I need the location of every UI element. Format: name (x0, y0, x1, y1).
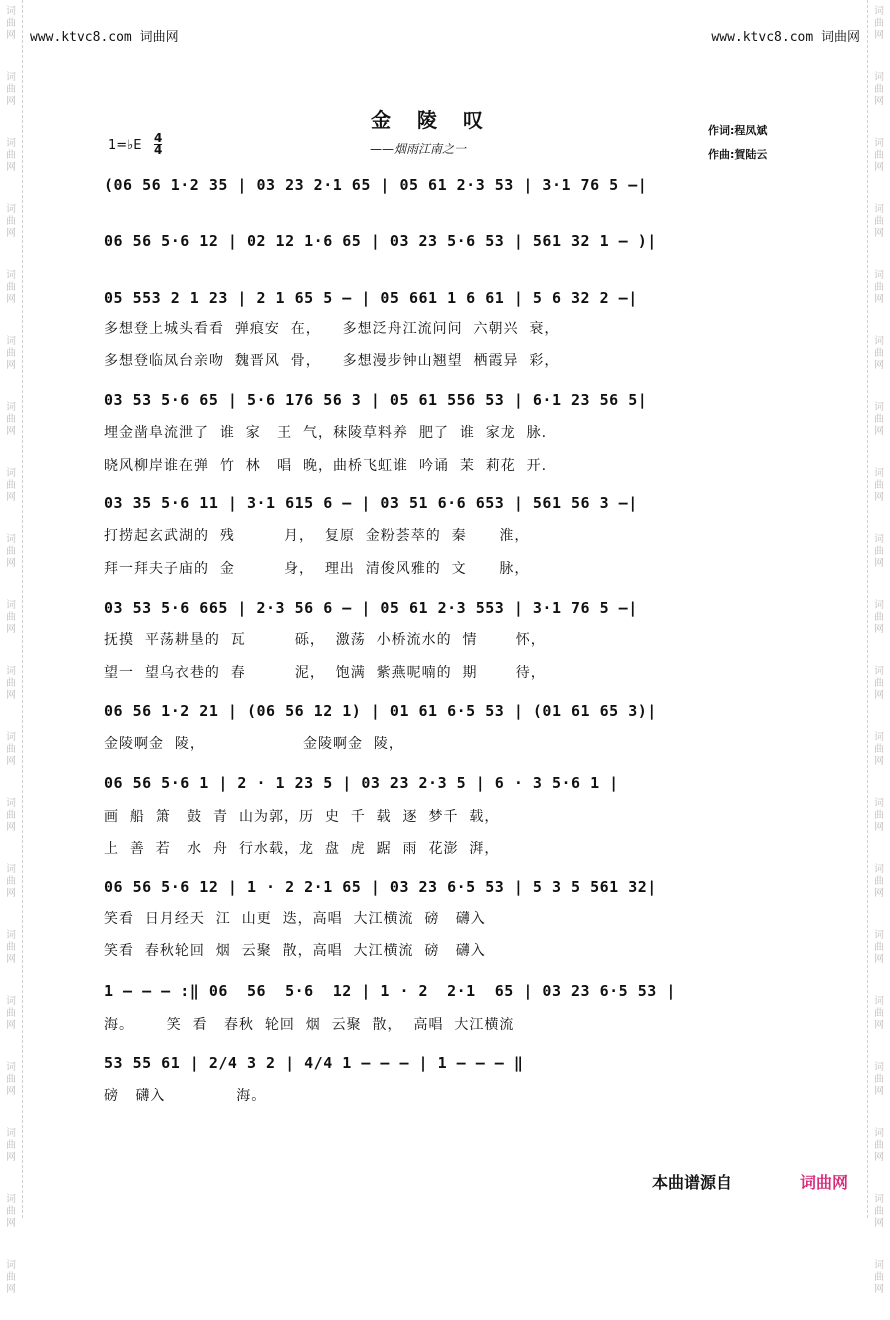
lyric-line-6b: 望一 望乌衣巷的 春 泥， 饱满 紫燕呢喃的 期 待， (104, 665, 546, 681)
lyric-line-4a: 埋金凿阜流泄了 谁 家 王 气，秣陵草料养 肥了 谁 家龙 脉. (104, 425, 548, 441)
footer-brand-link[interactable]: 词曲网 (800, 1173, 849, 1192)
staff-line-3: 05 553 2 1 23 | 2 1 65 5 — | 05 661 1 6 61 | 5 6 32 2 —| (104, 289, 638, 307)
lyric-line-3b: 多想登临凤台亲吻 魏晋风 骨， 多想漫步钟山翘望 栖霞异 彩， (104, 353, 560, 369)
lyric-line-9a: 笑看 日月经天 江 山更 迭，高唱 大江横流 磅 礴入 (104, 911, 486, 927)
time-signature-bottom: 4 (154, 143, 163, 157)
footer-source-label: 本曲谱源自 (652, 1173, 733, 1192)
lyric-line-8a: 画 船 箫 鼓 青 山为郭，历 史 千 载 逐 梦千 载， (104, 809, 500, 825)
staff-line-4: 03 53 5·6 65 | 5·6 176 56 3 | 05 61 556 53 | 6·1 23 56 5| (104, 391, 648, 409)
staff-line-7: 06 56 1·2 21 | (06 56 12 1) | 01 61 6·5 53 | (01 61 65 3)| (104, 702, 657, 720)
song-subtitle: ——烟雨江南之一 (370, 142, 467, 156)
staff-line-2: 06 56 5·6 12 | 02 12 1·6 65 | 03 23 5·6 53 | 561 32 1 — )| (104, 232, 657, 250)
staff-line-8: 06 56 5·6 1 | 2 · 1 23 5 | 03 23 2·3 5 | 6 · 3 5·6 1 | (104, 774, 619, 792)
lyric-line-4b: 晓风柳岸谁在弹 竹 林 唱 晚，曲桥飞虹谁 吟诵 茉 莉花 开. (104, 458, 548, 474)
staff-line-6: 03 53 5·6 665 | 2·3 56 6 — | 05 61 2·3 553 | 3·1 76 5 —| (104, 599, 638, 617)
song-title: 金陵叹 (371, 108, 509, 132)
composer-credit: 作曲:賀陆云 (708, 148, 768, 161)
staff-line-11: 53 55 61 | 2/4 3 2 | 4/4 1 — — — | 1 — — — ‖ (104, 1054, 524, 1072)
staff-line-9: 06 56 5·6 12 | 1 · 2 2·1 65 | 03 23 6·5 53 | 5 3 5 561 32| (104, 878, 657, 896)
left-watermark-strip: 词 曲 网 词 曲 网 词 曲 网 词 曲 网 词 曲 网 词 曲 网 词 曲 网 词 曲 网 词 曲 网 词 曲 网 词 曲 网 词 曲 网 词 曲 网 词 曲 网 词 曲 网 词 曲 网 词 曲 网 词 曲 网 词 曲 网 词 曲 网 (0, 0, 23, 1218)
lyric-line-6a: 抚摸 平荡耕垦的 瓦 砾， 激荡 小桥流水的 情 怀， (104, 632, 546, 648)
lyric-line-5a: 打捞起玄武湖的 残 月， 复原 金粉荟萃的 秦 淮， (104, 528, 530, 544)
staff-line-10: 1 — — — :‖ 06 56 5·6 12 | 1 · 2 2·1 65 | 03 23 6·5 53 | (104, 982, 676, 1000)
lyricist-credit: 作词:程凤斌 (708, 124, 768, 137)
header-site-right[interactable]: www.ktvc8.com 词曲网 (711, 30, 860, 45)
lyric-line-3a: 多想登上城头看看 弹痕安 在， 多想泛舟江流问问 六朝兴 衰， (104, 321, 560, 337)
staff-line-1: (06 56 1·2 35 | 03 23 2·1 65 | 05 61 2·3 53 | 3·1 76 5 —| (104, 176, 648, 194)
lyric-line-8b: 上 善 若 水 舟 行水载，龙 盘 虎 踞 雨 花澎 湃， (104, 841, 500, 857)
time-signature-top: 4 (154, 131, 163, 145)
lyric-line-5b: 拜一拜夫子庙的 金 身， 理出 清俊风雅的 文 脉， (104, 561, 530, 577)
lyric-line-9b: 笑看 春秋轮回 烟 云聚 散，高唱 大江横流 磅 礴入 (104, 943, 486, 959)
right-watermark-strip: 词 曲 网 词 曲 网 词 曲 网 词 曲 网 词 曲 网 词 曲 网 词 曲 网 词 曲 网 词 曲 网 词 曲 网 词 曲 网 词 曲 网 词 曲 网 词 曲 网 词 曲 网 词 曲 网 词 曲 网 词 曲 网 词 曲 网 词 曲 网 (867, 0, 890, 1218)
staff-line-5: 03 35 5·6 11 | 3·1 615 6 — | 03 51 6·6 653 | 561 56 3 —| (104, 494, 638, 512)
lyric-line-7a: 金陵啊金 陵， 金陵啊金 陵， (104, 736, 404, 752)
key-signature: 1=♭E (108, 138, 142, 153)
lyric-line-10a: 海。 笑 看 春秋 轮回 烟 云聚 散， 高唱 大江横流 (104, 1017, 515, 1033)
header-site-left[interactable]: www.ktvc8.com 词曲网 (30, 30, 179, 45)
lyric-line-11a: 磅 礴入 海。 (104, 1088, 267, 1104)
time-signature (154, 133, 162, 156)
